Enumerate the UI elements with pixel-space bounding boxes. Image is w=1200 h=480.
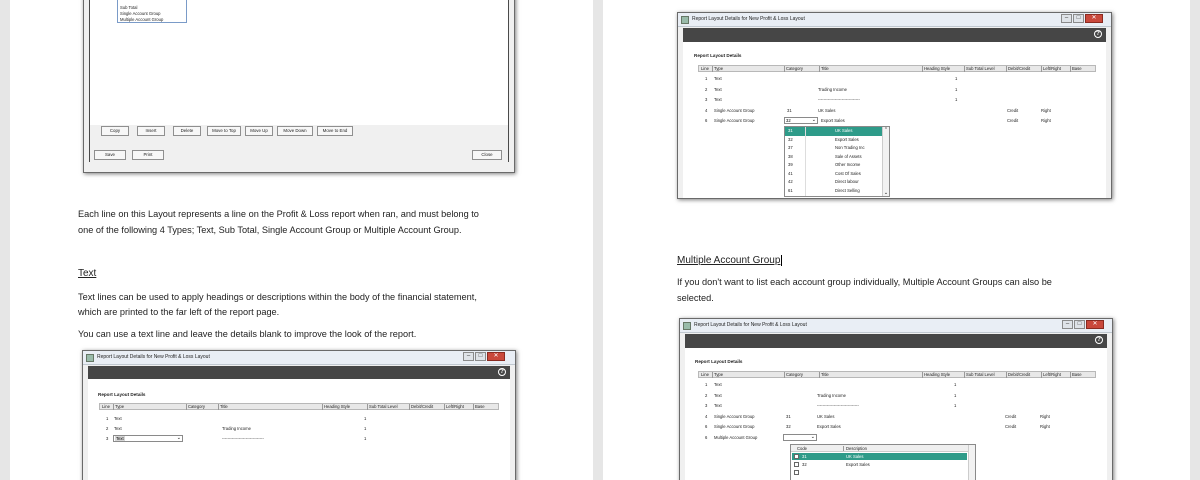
close-icon[interactable]: ✕: [1085, 14, 1103, 23]
col-heading-style: Heading Style: [924, 372, 951, 377]
dropdown-item[interactable]: Single Account Group: [120, 11, 161, 16]
row-heading: 1: [955, 87, 958, 92]
intro-text-line1: Each line on this Layout represents a line on the Profit & Loss report when ran, and must belong to: [78, 209, 479, 219]
move-up-button[interactable]: Move Up: [245, 126, 273, 136]
row-line: 2: [705, 393, 708, 398]
type-dropdown-list[interactable]: [117, 0, 187, 23]
row-heading: 1: [954, 382, 957, 387]
col-category: Category: [188, 404, 205, 409]
col-debit-credit: Debit/Credit: [411, 404, 434, 409]
row-title[interactable]: Export Sales: [821, 118, 845, 123]
report-layout-dialog-top-right: [677, 12, 1112, 199]
row-type[interactable]: Text: [114, 416, 122, 421]
scroll-down-icon[interactable]: ⌄: [883, 190, 889, 196]
row-line: 3: [705, 403, 708, 408]
row-line: 3: [106, 436, 109, 441]
row-category[interactable]: 31: [786, 414, 791, 419]
help-icon[interactable]: ?: [1094, 30, 1102, 38]
app-icon: [681, 16, 689, 24]
row-line: 1: [705, 76, 708, 81]
col-subtotal-level: Sub Total Level: [966, 372, 995, 377]
row-type[interactable]: Multiple Account Group: [714, 435, 758, 440]
row-debit-credit[interactable]: Credit: [1005, 424, 1017, 429]
row-heading: 1: [955, 76, 958, 81]
row-debit-credit[interactable]: Credit: [1007, 108, 1019, 113]
picker-col-code: Code: [797, 446, 808, 451]
maximize-icon[interactable]: □: [1073, 14, 1084, 23]
col-left-right: Left/Right: [1043, 66, 1061, 71]
dropdown-item[interactable]: 32 Export Sales: [788, 136, 859, 142]
dropdown-item[interactable]: 31 UK Sales: [785, 127, 889, 136]
row-line: 6: [705, 118, 708, 123]
col-line: Line: [701, 372, 709, 377]
picker-row[interactable]: 31 UK Sales: [792, 453, 967, 460]
scroll-up-icon[interactable]: ⌃: [883, 127, 889, 133]
table-header: [698, 65, 1096, 72]
row-title[interactable]: Trading Income: [818, 87, 847, 92]
dropdown-item[interactable]: 38 Sale of Assets: [788, 153, 862, 159]
document-page-left: [10, 0, 593, 480]
row-line: 1: [106, 416, 109, 421]
close-button[interactable]: Close: [472, 150, 502, 160]
app-icon: [86, 354, 94, 362]
col-type: Type: [714, 372, 724, 377]
row-type[interactable]: Single Account Group: [714, 118, 755, 123]
category-select[interactable]: [783, 434, 817, 441]
insert-button[interactable]: Insert: [137, 126, 165, 136]
col-subtotal-level: Sub Total Level: [369, 404, 398, 409]
col-line: Line: [102, 404, 110, 409]
save-button[interactable]: Save: [94, 150, 126, 160]
text-para1-line2: which are printed to the far left of the report page.: [78, 307, 280, 317]
col-subtotal-level: Sub Total Level: [966, 66, 995, 71]
maximize-icon[interactable]: □: [475, 352, 486, 361]
row-type[interactable]: Text: [714, 382, 722, 387]
section-title: Report Layout Details: [694, 53, 742, 58]
row-line: 4: [705, 108, 708, 113]
row-heading: 1: [364, 416, 367, 421]
table-header: [99, 403, 499, 410]
mag-para-line2: selected.: [677, 293, 714, 303]
row-title[interactable]: ------------------------------: [817, 403, 859, 408]
dropdown-item[interactable]: 41 Cost Of Sales: [788, 170, 861, 176]
account-group-picker[interactable]: [790, 444, 976, 480]
category-select-value: 32: [786, 118, 791, 123]
dialog-title: Report Layout Details for New Profit & Loss Layout: [694, 322, 807, 328]
row-line: 2: [705, 87, 708, 92]
row-left-right[interactable]: Right: [1040, 424, 1050, 429]
type-select[interactable]: [113, 435, 183, 442]
picker-col-description: Description: [843, 446, 867, 451]
row-title[interactable]: Trading Income: [222, 426, 251, 431]
minimize-icon[interactable]: –: [1062, 320, 1073, 329]
col-heading-style: Heading Style: [924, 66, 951, 71]
section-title: Report Layout Details: [695, 359, 743, 364]
row-category[interactable]: 31: [787, 108, 792, 113]
dropdown-item[interactable]: 37 Non Trading Inc: [788, 145, 865, 150]
dropdown-item[interactable]: Sub Total: [120, 5, 138, 10]
text-para1-line1: Text lines can be used to apply headings or descriptions within the body of the financial statement,: [78, 292, 477, 302]
row-left-right[interactable]: Right: [1041, 108, 1051, 113]
col-line: Line: [701, 66, 709, 71]
col-debit-credit: Debit/Credit: [1008, 66, 1031, 71]
row-line: 1: [705, 382, 708, 387]
dialog-header-band: [683, 28, 1106, 42]
col-title: Title: [220, 404, 228, 409]
report-layout-dialog-top-left: [83, 0, 515, 173]
row-category[interactable]: 32: [786, 424, 791, 429]
app-icon: [683, 322, 691, 330]
row-line: 6: [705, 424, 708, 429]
row-line: 3: [705, 97, 708, 102]
dialog-title: Report Layout Details for New Profit & Loss Layout: [97, 354, 210, 360]
row-heading: 1: [954, 393, 957, 398]
picker-row[interactable]: 32 Export Sales: [792, 461, 967, 468]
table-header: [698, 371, 1096, 378]
row-type[interactable]: Text: [714, 393, 722, 398]
row-title[interactable]: Export Sales: [817, 424, 841, 429]
row-left-right[interactable]: Right: [1041, 118, 1051, 123]
chevron-down-icon[interactable]: ⌄: [810, 434, 815, 440]
help-icon[interactable]: ?: [498, 368, 506, 376]
checkbox[interactable]: [794, 454, 799, 459]
document-page-right: [603, 0, 1190, 480]
close-icon[interactable]: ✕: [487, 352, 505, 361]
print-button[interactable]: Print: [132, 150, 164, 160]
dialog-titlebar: [83, 351, 515, 365]
row-type[interactable]: Text: [714, 97, 722, 102]
row-heading: 1: [955, 97, 958, 102]
row-type[interactable]: Single Account Group: [714, 414, 755, 419]
type-select-value: Text: [116, 436, 124, 441]
copy-button[interactable]: Copy: [101, 126, 129, 136]
section-title: Report Layout Details: [98, 392, 146, 397]
report-layout-dialog-bottom-right: [679, 318, 1113, 480]
move-to-top-button[interactable]: Move to Top: [207, 126, 241, 136]
row-heading: 1: [364, 436, 367, 441]
col-base: Base: [1072, 372, 1082, 377]
move-to-end-button[interactable]: Move to End: [317, 126, 353, 136]
col-type: Type: [714, 66, 724, 71]
dialog-title: Report Layout Details for New Profit & Loss Layout: [692, 16, 805, 22]
row-type[interactable]: Text: [714, 87, 722, 92]
dropdown-item[interactable]: Multiple Account Group: [120, 17, 164, 22]
row-title[interactable]: UK Sales: [817, 414, 835, 419]
col-base: Base: [1072, 66, 1082, 71]
row-title[interactable]: Trading Income: [817, 393, 846, 398]
maximize-icon[interactable]: □: [1074, 320, 1085, 329]
report-layout-dialog-bottom-left: [82, 350, 516, 480]
dropdown-item[interactable]: 42 Direct labour: [788, 179, 859, 184]
dropdown-item[interactable]: 39 Other Income: [788, 162, 861, 167]
col-left-right: Left/Right: [446, 404, 464, 409]
checkbox[interactable]: [794, 470, 799, 475]
chevron-down-icon[interactable]: ⌄: [176, 435, 181, 441]
row-heading: 1: [364, 426, 367, 431]
chevron-down-icon[interactable]: ⌄: [811, 117, 816, 123]
minimize-icon[interactable]: –: [1061, 14, 1072, 23]
col-type: Type: [115, 404, 125, 409]
multiple-account-group-heading: Multiple Account Group: [677, 255, 781, 266]
row-line: 2: [106, 426, 109, 431]
move-down-button[interactable]: Move Down: [277, 126, 313, 136]
row-type[interactable]: Single Account Group: [714, 108, 755, 113]
col-category: Category: [786, 66, 803, 71]
delete-button[interactable]: Delete: [173, 126, 201, 136]
row-title[interactable]: ------------------------------: [222, 436, 264, 441]
row-heading: 1: [954, 403, 957, 408]
row-line: 6: [705, 435, 708, 440]
text-section-heading: Text: [78, 268, 97, 279]
mag-para-line1: If you don't want to list each account group individually, Multiple Account Groups can also be: [677, 277, 1052, 287]
row-title[interactable]: ------------------------------: [818, 97, 860, 102]
dialog-titlebar: [680, 319, 1112, 333]
dialog-header-band: [685, 334, 1107, 348]
col-left-right: Left/Right: [1043, 372, 1061, 377]
dropdown-scrollbar[interactable]: [882, 127, 889, 196]
help-icon[interactable]: ?: [1095, 336, 1103, 344]
col-base: Base: [475, 404, 485, 409]
col-title: Title: [821, 372, 829, 377]
dropdown-item[interactable]: 61 Direct Selling: [788, 187, 860, 193]
intro-text-line2: one of the following 4 Types; Text, Sub Total, Single Account Group or Multiple Account Group.: [78, 225, 462, 235]
row-type[interactable]: Text: [114, 426, 122, 431]
row-line: 4: [705, 414, 708, 419]
picker-row[interactable]: [792, 469, 967, 476]
minimize-icon[interactable]: –: [463, 352, 474, 361]
dialog-header-band: [88, 366, 510, 379]
col-debit-credit: Debit/Credit: [1008, 372, 1031, 377]
col-title: Title: [821, 66, 829, 71]
col-heading-style: Heading Style: [324, 404, 351, 409]
row-debit-credit[interactable]: Credit: [1007, 118, 1019, 123]
row-type[interactable]: Text: [714, 76, 722, 81]
dialog-titlebar: [678, 13, 1111, 27]
row-type[interactable]: Text: [714, 403, 722, 408]
category-select[interactable]: [784, 117, 818, 124]
row-debit-credit[interactable]: Credit: [1005, 414, 1017, 419]
text-para2: You can use a text line and leave the details blank to improve the look of the report.: [78, 329, 417, 339]
col-category: Category: [786, 372, 803, 377]
category-dropdown-list[interactable]: [784, 126, 890, 197]
close-icon[interactable]: ✕: [1086, 320, 1104, 329]
row-left-right[interactable]: Right: [1040, 414, 1050, 419]
row-title[interactable]: UK Sales: [818, 108, 836, 113]
checkbox[interactable]: [794, 462, 799, 467]
row-type[interactable]: Single Account Group: [714, 424, 755, 429]
picker-scrollbar[interactable]: [968, 445, 975, 480]
